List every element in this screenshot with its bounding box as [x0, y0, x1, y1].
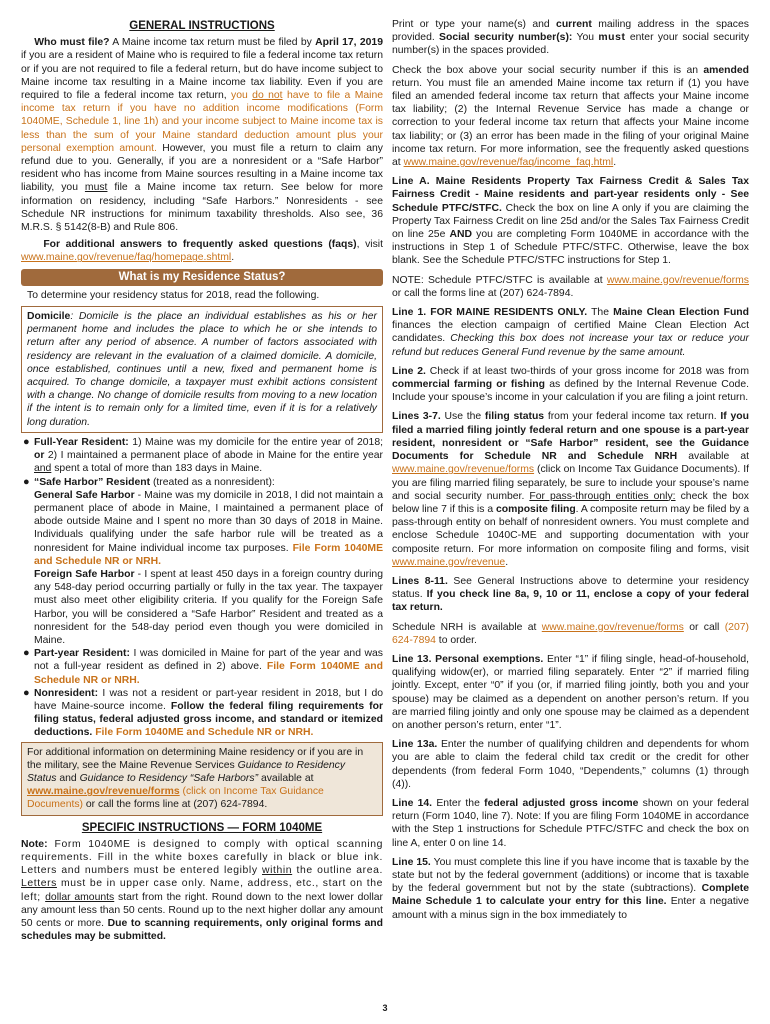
line-13-paragraph: Line 13. Personal exemptions. Enter “1” if filing single, head-of-household, qualifying widow(er), or married filing separately. Enter “2” if married filing jointly. Except, enter “0” if you (or, if married filing jointly, both you and your spouse) may be claimed as a dependent on another person’s return. If you are married filing jointly and only one spouse may be claimed as a dependent on another person’s return, enter “1”. [392, 653, 749, 731]
lines-3-7-paragraph: Lines 3-7. Use the filing status from your federal income tax return. If you filed a married filing jointly federal return and one spouse is a part-year resident, nonresident or “Safe Harbor” resident, see the Guidance Documents for Schedule NR and Schedule NRH available at www.maine.gov/revenue/forms (click on Income Tax Guidance Documents). If you are filing married filing separately, be sure to include your spouse’s name and social security number. For pass-through entities only: check the box below line 7 if this is a composite filing. A composite return may be filed by a pass-through entity on behalf of nonresident owners. You must complete and enclose Schedule 1040C-ME and supporting documentation with your composite return. For more information on composite filing and forms, visit www.maine.gov/revenue. [392, 411, 749, 568]
right-column [392, 18, 749, 928]
faq-paragraph: For additional answers to frequently asked questions (faqs), visit www.maine.gov/revenue/faq/homepage.shtml. [21, 239, 383, 264]
line-1-paragraph: Line 1. FOR MAINE RESIDENTS ONLY. The Maine Clean Election Fund finances the election campaign of certified Maine Clean Election Act candidates. Checking this box does not increase your tax or reduce your refund but reduces General Fund revenue by the same amount. [392, 307, 749, 358]
ptfc-note-paragraph: NOTE: Schedule PTFC/STFC is available at www.maine.gov/revenue/forms or call the forms line at (207) 624-7894. [392, 274, 749, 299]
schedule-nrh-paragraph: Schedule NRH is available at www.maine.gov/revenue/forms or call (207) 624-7894 to order. [392, 621, 749, 646]
domicile-box: Domicile: Domicile is the place an individual establishes as his or her permanent home and includes the place to which he or she intends to return after any period of absence. A number of factors associated with residency are relevant in the evaluation of a claimed domicile. A domicile, once established, continues until a new, fixed and permanent home is acquired. To change domicile, a taxpayer must exhibit actions consistent with a change. No change of domicile results from moving to a new location if the intent is to remain only for a limited time, even if it is for a relatively long duration. [21, 306, 383, 433]
forms-link[interactable]: www.maine.gov/revenue/forms [27, 786, 180, 798]
lines-8-11-paragraph: Lines 8-11. See General Instructions above to determine your residency status. If you check line 8a, 9, 10 or 11, enclose a copy of your federal tax return. [392, 575, 749, 614]
amended-paragraph: Check the box above your social security number if this is an amended return. You must file an amended Maine income tax return if (1) you have filed an amended federal income tax return that affects your Maine income tax liability; (2) the Internal Revenue Service has made a change or correction to your federal income tax return that affects your Maine income tax liability; or (3) an error has been made in the filing of your original Maine income tax return. For more information, see the frequently asked questions at www.maine.gov/revenue/faq/income_faq.html. [392, 64, 749, 169]
bullet-icon: ● [23, 647, 30, 660]
guidance-forms-link[interactable]: www.maine.gov/revenue/forms [392, 464, 535, 476]
list-item: ● Part-year Resident: I was domiciled in Maine for part of the year and was not a full-year resident as defined in 2) above. File Form 1040ME and Schedule NR or NRH. [23, 647, 383, 686]
who-must-file-paragraph: Who must file? A Maine income tax return must be filed by April 17, 2019 if you are a resident of Maine who is required to file a federal income tax return or if you are not required to file a federal return, but do have income subject to Maine income tax resulting in a Maine income tax liability. Even if you are required to file a federal income tax return, you do not have to file a Maine income tax return if you have no addition income modifications (Form 1040ME, Schedule 1, line 1h) and your income subject to Maine income tax is less than the sum of your Maine standard deduction amount plus your personal exemption amount. However, you must file a return to claim any refund due to you. Generally, if you are a nonresident or a “Safe Harbor” resident who has income from Maine sources resulting in a Maine income tax liability, you must file a Maine income tax return. See below for more information on residency, including “Safe Harbors.” Nonresidents - see Schedule NR instructions for minimum taxability thresholds. Also see, 36 M.R.S. § 5142(8-B) and Rule 806. [21, 37, 384, 234]
residence-intro: To determine your residency status for 2018, read the following. [27, 289, 320, 301]
general-instructions-heading: GENERAL INSTRUCTIONS [129, 20, 275, 32]
bullet-icon: ● [23, 686, 30, 699]
specific-instructions-heading: SPECIFIC INSTRUCTIONS — FORM 1040ME [81, 821, 323, 834]
nrh-forms-link[interactable]: www.maine.gov/revenue/forms [541, 621, 684, 633]
left-column [21, 18, 383, 947]
list-item: ● Nonresident: I was not a resident or part-year resident in 2018, but I do have Maine-source income. Follow the federal filing requirements for filing status, federal adjusted gross income, and standard or itemized deductions. File Form 1040ME and Schedule NR or NRH. [23, 686, 383, 739]
note-paragraph: Note: Form 1040ME is designed to comply with optical scanning requirements. Fill in the white boxes carefully in black or blue ink. Letters and numbers must be entered legibly within the outline area. Letters must be in upper case only. Name, address, etc., start on the left; dollar amounts start from the right. Round down to the next lower dollar any amount less than 50 cents. Round up to the next higher dollar any amount 50 cents or more. Due to scanning requirements, only original forms and schedules may be submitted. [21, 838, 383, 943]
residence-status-heading: What is my Residence Status? [21, 269, 383, 286]
income-faq-link[interactable]: www.maine.gov/revenue/faq/income_faq.html [403, 157, 614, 169]
revenue-link[interactable]: www.maine.gov/revenue [392, 556, 506, 568]
list-item: ● “Safe Harbor” Resident (treated as a nonresident): General Safe Harbor - Maine was my domicile in 2018, I did not maintain a permanent place of abode in Maine, I maintained a permanent place of abode outside Maine and I spent no more than 30 days of 2018 in Maine. Individuals qualifying under the safe harbor rule will be treated as a nonresident for Maine individual income tax purposes. File Form 1040ME and Schedule NR or NRH. Foreign Safe Harbor - I spent at least 450 days in a foreign country during any 548-day period occurring partially or fully in the tax year. The taxpayer must also meet other eligibility criteria. If you qualify for the Foreign Safe Harbor, you will be considered a “Safe Harbor” Resident and treated as a nonresident for the 548-day period even though you were domiciled in Maine. [23, 475, 384, 646]
line-2-paragraph: Line 2. Check if at least two-thirds of your gross income for 2018 was from commercial farming or fishing as defined by the Internal Revenue Code. Include your spouse’s income in your calculation if you are filing a joint return. [392, 365, 750, 404]
line-15-paragraph: Line 15. You must complete this line if you have income that is taxable by the state but not by the federal government (additions) or income that is taxable by the federal government but not by the state (subtractions). Complete Maine Schedule 1 to calculate your entry for this line. Enter a negative amount with a minus sign in the box immediately to [392, 856, 749, 921]
faq-link[interactable]: www.maine.gov/revenue/faq/homepage.shtml [21, 252, 232, 264]
line-13a-paragraph: Line 13a. Enter the number of qualifying children and dependents for whom you are able to claim the federal child tax credit or the credit for other dependents (from federal Form 1040, “Dependents,” columns (1) through (4)). [392, 739, 749, 790]
who-must-file-label: Who must file? [34, 37, 110, 49]
list-item: ● Full-Year Resident: 1) Maine was my domicile for the entire year of 2018; or 2) I maintained a permanent place of abode in Maine for the entire year and spent a total of more than 183 days in Maine. [23, 435, 383, 475]
residency-list [21, 436, 383, 740]
bullet-icon: ● [23, 435, 30, 448]
ptfc-forms-link[interactable]: www.maine.gov/revenue/forms [606, 274, 749, 286]
line-14-paragraph: Line 14. Enter the federal adjusted gross income shown on your federal return (Form 1040, line 7). Note: If you are filing Form 1040ME in accordance with the Step 1 instructions for Schedule PTFC/STFC and check the box on line A, enter 0 on line 14. [392, 797, 749, 849]
additional-info-box: For additional information on determining Maine residency or if you are in the military, see the Maine Revenue Services Guidance to Residency Status and Guidance to Residency “Safe Harbors” available at www.maine.gov/revenue/forms (click on Income Tax Guidance Documents) or call the forms line at (207) 624-7894. [21, 742, 383, 816]
line-a-paragraph: Line A. Maine Residents Property Tax Fairness Credit & Sales Tax Fairness Credit - Maine residents and part-year residents only - See Schedule PTFC/STFC. Check the box on line A only if you are claiming the Property Tax Fairness Credit on line 25d and/or the Sales Tax Fairness Credit on line 25e AND you are completing Form 1040ME in accordance with the instructions in Step 1 of Schedule PTFC/STFC. Otherwise, leave the box blank. See the Schedule PTFC/STFC instructions for Step 1. [392, 176, 749, 267]
bullet-icon: ● [23, 475, 30, 488]
name-address-paragraph: Print or type your name(s) and current mailing address in the spaces provided. Social security number(s): You must enter your social security number(s) in the spaces provided. [392, 19, 750, 57]
page-number: 3 [382, 1003, 388, 1013]
